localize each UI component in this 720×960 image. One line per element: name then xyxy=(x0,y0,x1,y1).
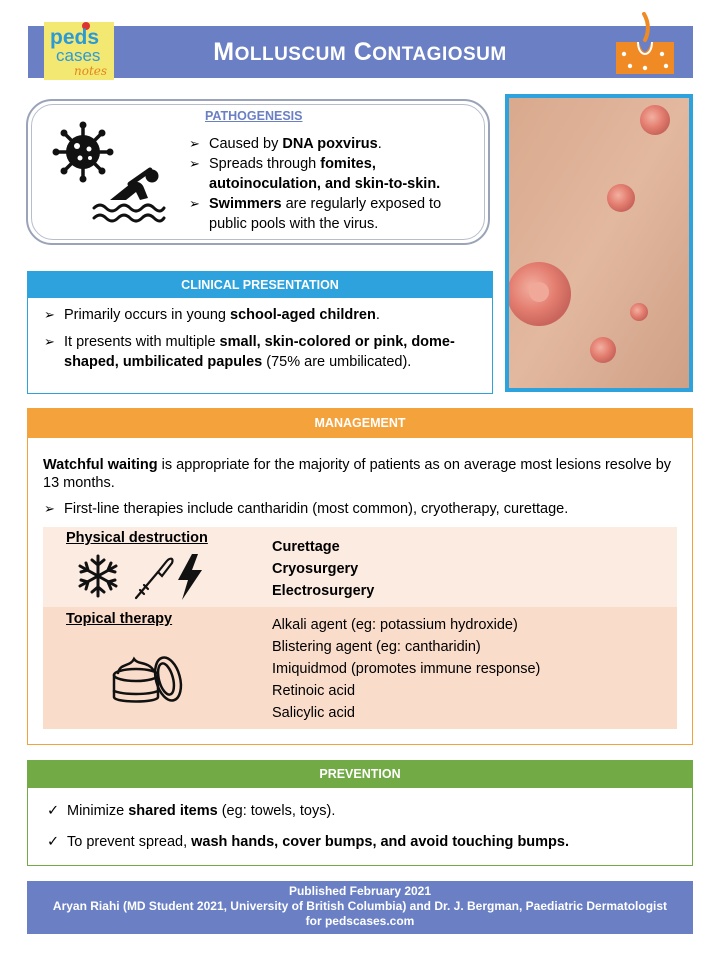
topical-therapy-heading: Topical therapy xyxy=(66,611,173,627)
topical-therapy-list xyxy=(272,614,540,724)
swimmer-icon xyxy=(90,166,166,226)
management-intro: Watchful waiting is appropriate for the majority of patients as on average most lesions resolve by 13 months. xyxy=(43,457,672,491)
lightning-icon xyxy=(178,554,202,600)
list-item: Retinoic acid xyxy=(272,683,356,699)
physical-destruction-icons xyxy=(74,552,210,602)
list-item: ➢ It presents with multiple small, skin-colored or pink, dome-shaped, umbilicated papules (75% are umbilicated). xyxy=(44,332,484,372)
list-item: Salicylic acid xyxy=(272,705,355,721)
list-item: Electrosurgery xyxy=(272,583,375,599)
molluscum-photo xyxy=(505,94,693,392)
cream-jar-icon xyxy=(108,645,184,707)
list-item: Blistering agent (eg: cantharidin) xyxy=(272,639,481,655)
list-item: ➢ Spreads through fomites, autoinoculation, and skin-to-skin. xyxy=(189,154,479,194)
footer-site: for pedscases.com xyxy=(305,914,415,928)
clinical-presentation-list xyxy=(44,305,484,379)
scalpel-icon xyxy=(136,559,173,598)
footer-published: Published February 2021 xyxy=(288,884,432,898)
management-first-line xyxy=(44,499,674,519)
list-item: Alkali agent (eg: potassium hydroxide) xyxy=(272,617,518,633)
pedscases-logo xyxy=(42,20,118,82)
list-item: ✓ Minimize shared items (eg: towels, toys). xyxy=(47,801,687,821)
physical-destruction-heading: Physical destruction xyxy=(66,530,208,546)
list-item: ➢ Caused by DNA poxvirus. xyxy=(189,134,479,154)
list-item: Curettage xyxy=(272,539,340,555)
prevention-heading: PREVENTION xyxy=(319,767,401,781)
skin-hair-follicle-icon xyxy=(614,10,676,76)
clinical-presentation-heading: CLINICAL PRESENTATION xyxy=(181,278,339,292)
prevention-list xyxy=(47,801,687,863)
footer-authors: Aryan Riahi (MD Student 2021, University of British Columbia) and Dr. J. Bergman, Paediatric Dermatologist xyxy=(52,899,668,913)
list-item: ➢ Primarily occurs in young school-aged children. xyxy=(44,305,484,325)
footer-credits xyxy=(27,884,693,929)
physical-destruction-list xyxy=(272,536,374,602)
list-item: ➢ Swimmers are regularly exposed to public pools with the virus. xyxy=(189,194,479,234)
title-word-1: MOLLUSCUM xyxy=(213,38,347,66)
list-item: ✓ To prevent spread, wash hands, cover bumps, and avoid touching bumps. xyxy=(47,832,687,852)
title-word-2: CONTAGIOSUM xyxy=(353,38,507,66)
management-heading: MANAGEMENT xyxy=(314,416,406,430)
svg-text:peds: peds xyxy=(50,26,100,49)
pathogenesis-heading: PATHOGENESIS xyxy=(205,109,303,123)
svg-text:cases: cases xyxy=(56,46,101,65)
snowflake-icon xyxy=(80,556,116,596)
list-item: Cryosurgery xyxy=(272,561,359,577)
pathogenesis-list xyxy=(189,134,479,234)
svg-text:notes: notes xyxy=(74,64,108,78)
list-item: ➢ First-line therapies include cantharidin (most common), cryotherapy, curettage. xyxy=(44,499,674,519)
list-item: Imiquidmod (promotes immune response) xyxy=(272,661,541,677)
